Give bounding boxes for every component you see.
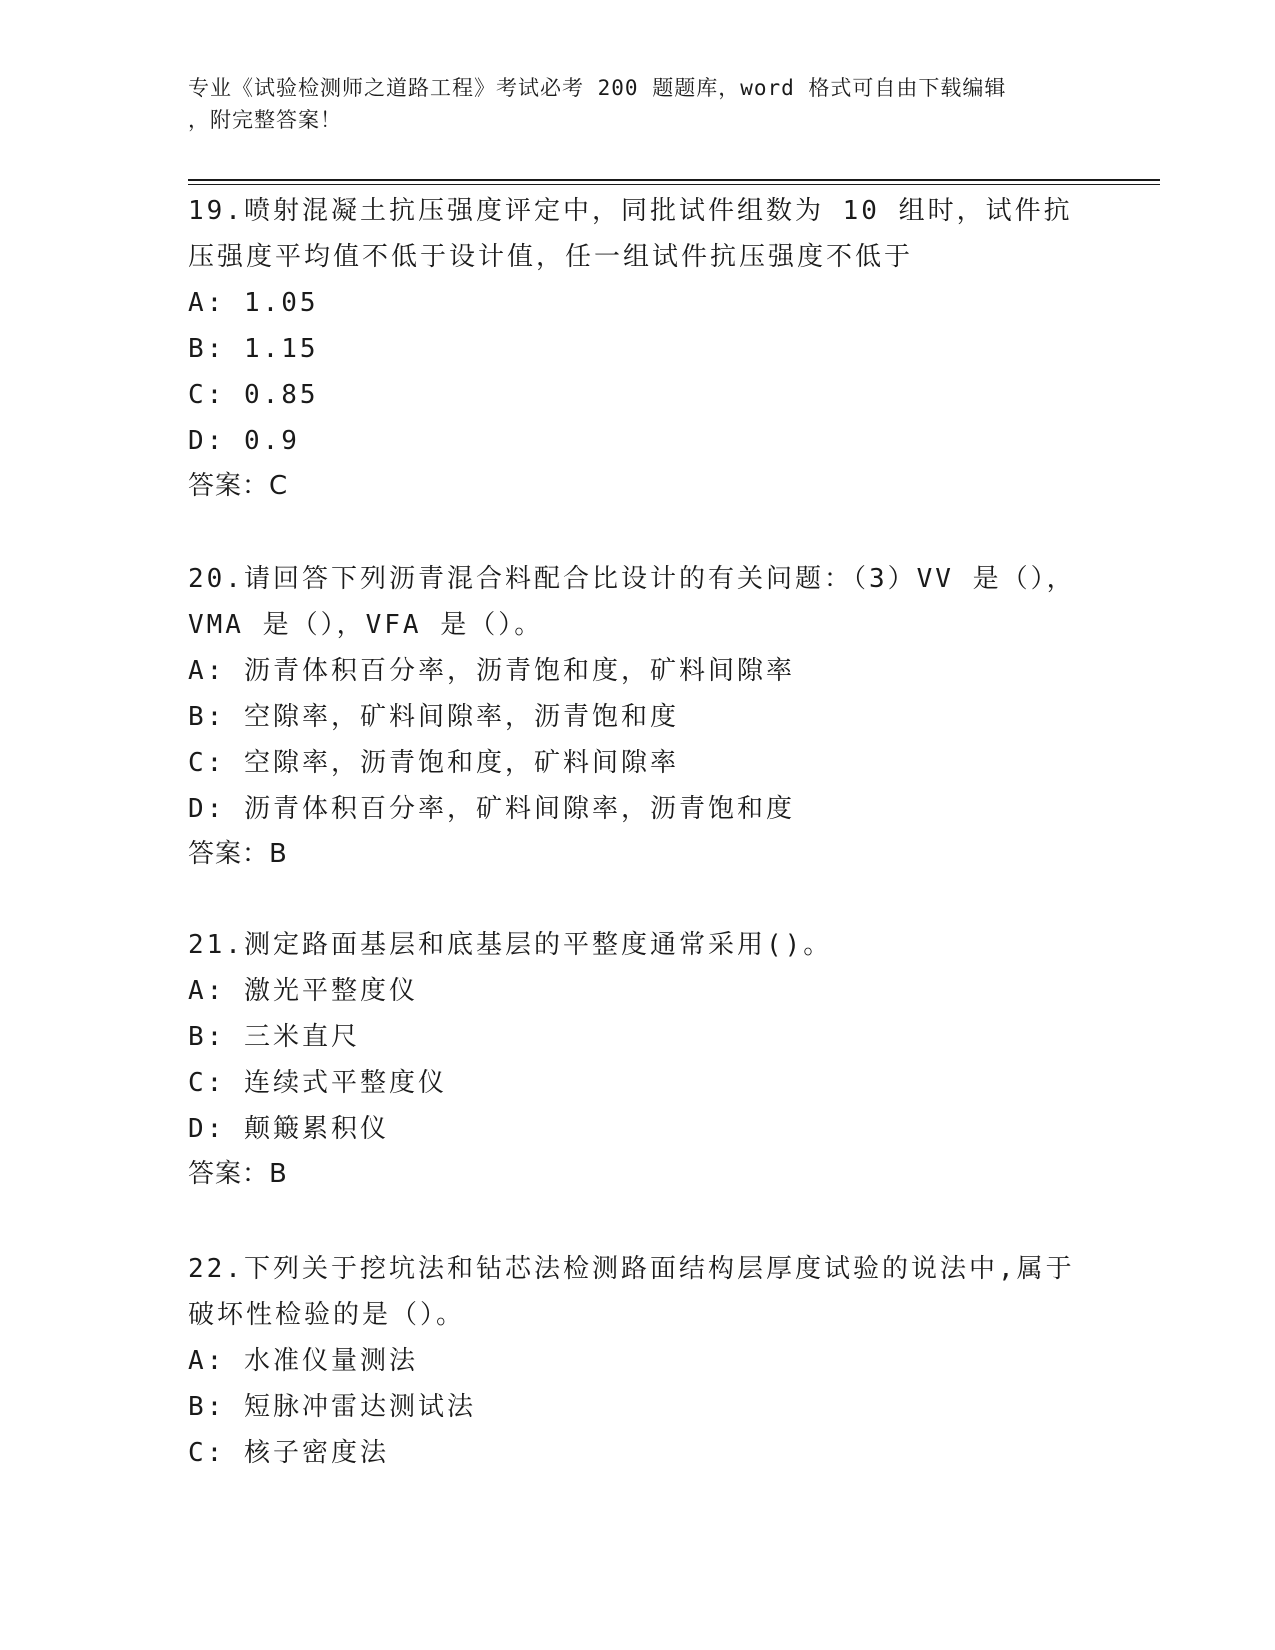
answer: 答案：B [188,839,288,869]
option-b: B: 三米直尺 [188,1022,360,1052]
option-a: A: 沥青体积百分率，沥青饱和度，矿料间隙率 [188,656,795,686]
question-text: 20.请回答下列沥青混合料配合比设计的有关问题：（3）VV 是（），VMA 是（），VFA 是（）。 [188,564,1076,640]
option-a: A: 1.05 [188,288,319,318]
option-a: A: 水准仪量测法 [188,1346,418,1376]
question-21 [188,922,1088,1196]
header-line-2: ，附完整答案！ [188,108,342,132]
option-b: B: 1.15 [188,334,319,364]
document-header [188,72,1068,136]
question-19 [188,188,1088,508]
question-text: 21.测定路面基层和底基层的平整度通常采用()。 [188,930,833,960]
header-line-1: 专业《试验检测师之道路工程》考试必考 200 题题库，word 格式可自由下载编辑 [188,76,1007,100]
option-a: A: 激光平整度仪 [188,976,418,1006]
option-c: C: 0.85 [188,380,319,410]
option-d: D: 颠簸累积仪 [188,1114,389,1144]
question-text: 22.下列关于挖坑法和钻芯法检测路面结构层厚度试验的说法中,属于破坏性检验的是（）。 [188,1254,1075,1330]
question-text: 19.喷射混凝土抗压强度评定中，同批试件组数为 10 组时，试件抗压强度平均值不低于设计值，任一组试件抗压强度不低于 [188,196,1073,272]
header-rule-thin [188,184,1160,185]
answer: 答案：C [188,471,289,501]
option-c: C: 连续式平整度仪 [188,1068,447,1098]
question-22 [188,1246,1088,1476]
option-b: B: 短脉冲雷达测试法 [188,1392,476,1422]
option-d: D: 沥青体积百分率，矿料间隙率，沥青饱和度 [188,794,795,824]
option-c: C: 核子密度法 [188,1438,389,1468]
option-d: D: 0.9 [188,426,300,456]
option-b: B: 空隙率，矿料间隙率，沥青饱和度 [188,702,679,732]
answer: 答案：B [188,1159,288,1189]
header-rule-thick [188,179,1160,181]
question-20 [188,556,1088,876]
option-c: C: 空隙率，沥青饱和度，矿料间隙率 [188,748,679,778]
